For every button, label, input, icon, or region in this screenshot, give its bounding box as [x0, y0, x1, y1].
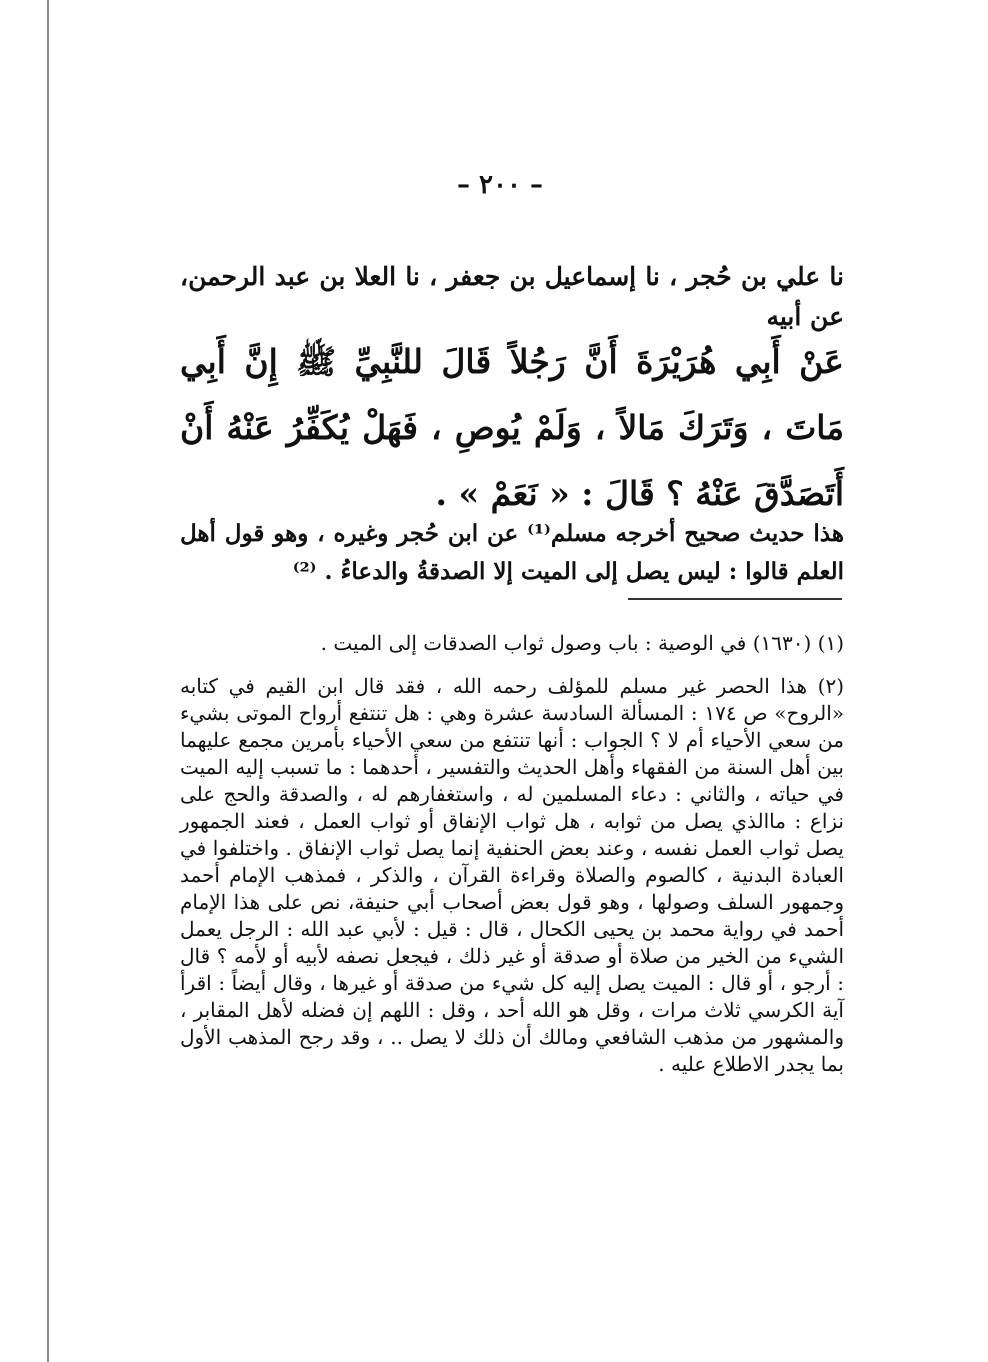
hadith-isnad: نا علي بن حُجر ، نا إسماعيل بن جعفر ، نا العلا بن عبد الرحمن، عن أبيه [180, 262, 844, 331]
page-number: – ٢٠٠ – [456, 170, 544, 200]
footnotes [180, 630, 844, 1078]
page-gutter-line [47, 0, 49, 1362]
footnote-2: (٢) هذا الحصر غير مسلم للمؤلف رحمه الله ، فقد قال ابن القيم في كتابه «الروح» ص ١٧٤ : المسألة السادسة عشرة وهي : هل تنتفع أرواح الموتى بشيء من سعي الأحياء أم لا ؟ الجواب : أنها تنتفع من سعي الأحياء بأمرين مجمع عليهما بين أهل السنة من الفقهاء وأهل الحديث والتفسير ، أحدهما : ما تسبب إليه الميت في حياته ، والثاني : دعاء المسلمين له ، واستغفارهم له ، والصدقة والحج على نزاع : ماالذي يصل من ثوابه ، هل ثواب الإنفاق أو ثواب العمل ، فعند الجمهور يصل ثواب العمل نفسه ، وعند بعض الحنفية إنما يصل ثواب الإنفاق . واختلفوا في العبادة البدنية ، كالصوم والصلاة وقراءة القرآن ، والذكر ، فمذهب الإمام أحمد وجمهور السلف وصولها ، وهو قول بعض أصحاب أبي حنيفة، نص على هذا الإمام أحمد في رواية محمد بن يحيى الكحال ، قال : قيل : لأبي عبد الله : الرجل يعمل الشيء من الخير من صلاة أو صدقة أو غير ذلك ، فيجعل نصفه لأبيه أو لأمه ؟ قال : أرجو ، أو قال : الميت يصل إليه كل شيء من صدقة أو غيرها ، وقال أيضاً : اقرأ آية الكرسي ثلاث مرات ، وقل هو الله أحد ، وقل : اللهم إن فضله لأهل المقابر ، والمشهور من مذهب الشافعي ومالك أن ذلك لا يصل .. ، وقد رجح المذهب الأول بما يجدر الاطلاع عليه . [180, 674, 844, 1076]
footnote-1: (١) (١٦٣٠) في الوصية : باب وصول ثواب الصدقات إلى الميت . [320, 631, 844, 655]
footnote-separator [628, 598, 842, 600]
hadith-commentary: هذا حديث صحيح أخرجه مسلم⁽¹⁾ عن ابن حُجر وغيره ، وهو قول أهل العلم قالوا : ليس يصل إلى الميت إلا الصدقةُ والدعاءُ . ⁽²⁾ [180, 520, 844, 585]
hadith-text: عَنْ أَبِي هُرَيْرَةَ أَنَّ رَجُلاً قَالَ للنَّبِيِّ ﷺ إِنَّ أَبِي مَاتَ ، وَتَرَكَ مَالاً ، وَلَمْ يُوصِ ، فَهَلْ يُكَفِّرُ عَنْهُ أَنْ أَتَصَدَّقَ عَنْهُ ؟ قَالَ : « نَعَمْ » . [180, 342, 844, 513]
